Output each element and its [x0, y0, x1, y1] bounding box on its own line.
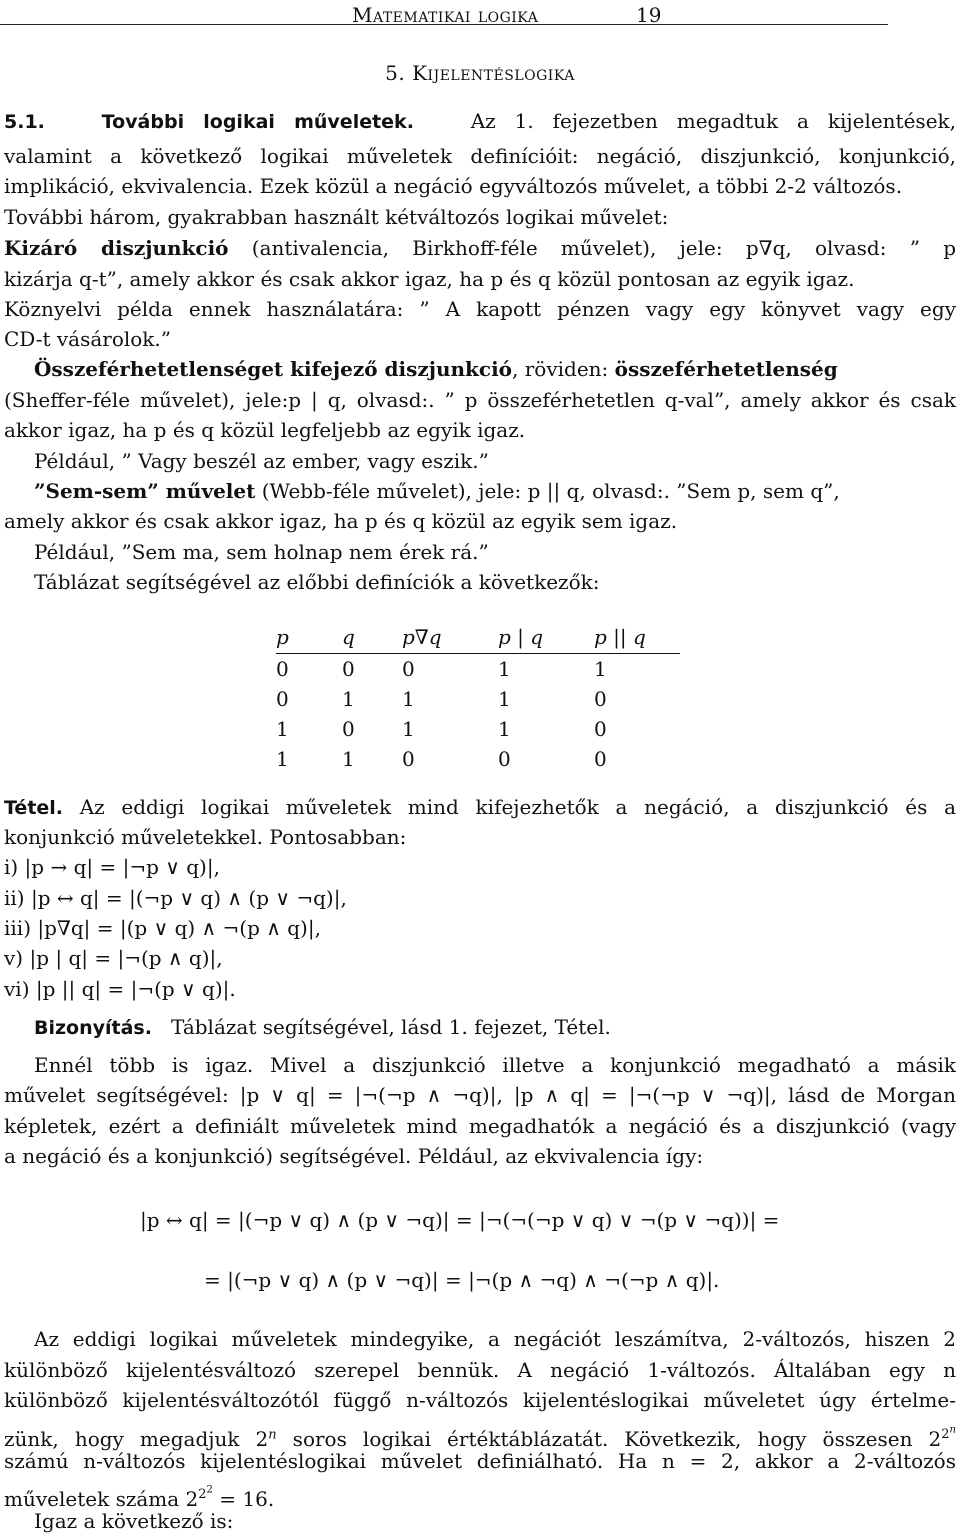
- para1-line4: További három, gyakrabban használt kétváltozós logikai művelet:: [4, 205, 669, 229]
- cell: 0: [276, 687, 289, 711]
- xor-line3: Köznyelvi példa ennek használatára: ” A kapott pénzen vagy egy könyvet vagy egy: [4, 297, 956, 321]
- truth-table-header: [276, 620, 680, 654]
- xor-line2: kizárja q-t”, amely akkor és csak akkor igaz, ha p és q közül pontosan az egyik igaz.: [4, 267, 855, 291]
- exponent-2a: [198, 1487, 213, 1502]
- nor-term: ”Sem-sem” művelet: [34, 479, 256, 503]
- th-nor: p || q: [594, 620, 680, 654]
- proof-label: Bizonyítás.: [34, 1017, 152, 1039]
- para1-line1: [4, 106, 956, 136]
- cell: 0: [342, 657, 355, 681]
- para3-line4: [4, 1416, 956, 1451]
- para3-line2: különböző kijelentésváltozó szerepel bennük. A negáció 1-változós. Általában egy n: [4, 1358, 956, 1382]
- th-q: q: [342, 620, 402, 654]
- theorem-item-4: v) |p | q| = |¬(p ∧ q)|,: [4, 946, 223, 970]
- xor-text: (antivalencia, Birkhoff-féle művelet), jele: p∇q, olvasd: ” p: [251, 236, 956, 260]
- cell: 0: [402, 657, 415, 681]
- exponent-n: n: [268, 1427, 277, 1443]
- para2-line1: Ennél több is igaz. Mivel a diszjunkció illetve a konjunkció megadható a másik: [34, 1053, 956, 1077]
- cell: 1: [276, 747, 289, 771]
- nand-line4: Például, ” Vagy beszél az ember, vagy eszik.”: [34, 449, 489, 473]
- theorem-item-2: ii) |p ↔ q| = |(¬p ∨ q) ∧ (p ∨ ¬q)|,: [4, 886, 347, 910]
- table-row: [276, 714, 680, 744]
- th-p: p: [276, 620, 342, 654]
- cell: 1: [402, 687, 415, 711]
- nor-line2: amely akkor és csak akkor igaz, ha p és q közül az egyik sem igaz.: [4, 509, 678, 533]
- xor-line1: [4, 233, 956, 263]
- cell: 1: [498, 657, 511, 681]
- section-title: 5. Kijelentéslogika: [385, 61, 575, 85]
- para3-l6a: műveletek száma 2: [4, 1486, 199, 1511]
- equation-line2: = |(¬p ∨ q) ∧ (p ∨ ¬q)| = |¬(p ∧ ¬q) ∧ ¬(¬p ∧ q)|.: [204, 1268, 720, 1292]
- exponent-2-base: 2: [941, 1427, 950, 1443]
- th-nand: p | q: [498, 620, 594, 654]
- nand-mid: , röviden:: [512, 357, 615, 381]
- nand-line2: (Sheffer-féle művelet), jele:p | q, olvasd:. ” p összeférhetetlen q-val”, amely akkor és csak: [4, 388, 956, 412]
- cell: 1: [594, 657, 607, 681]
- theorem-item-3: iii) |p∇q| = |(p ∨ q) ∧ ¬(p ∧ q)|,: [4, 916, 321, 940]
- nand-line3: akkor igaz, ha p és q közül legfeljebb az egyik igaz.: [4, 418, 526, 442]
- running-header-title: Matematikai logika: [352, 3, 539, 27]
- nand-term: Összeférhetetlenséget kifejező diszjunkció: [34, 357, 513, 381]
- cell: 0: [276, 657, 289, 681]
- cell: 0: [594, 717, 607, 741]
- para1-line3: implikáció, ekvivalencia. Ezek közül a negáció egyváltozós művelet, a többi 2-2 változós.: [4, 174, 903, 198]
- cell: 0: [498, 747, 511, 771]
- theorem-label: Tétel.: [4, 797, 64, 819]
- theorem-text: Az eddigi logikai műveletek mind kifejezhetők a negáció, a diszjunkció és a: [79, 795, 956, 819]
- cell: 1: [342, 687, 355, 711]
- para3-line1: Az eddigi logikai műveletek mindegyike, a negációt leszámítva, 2-változós, hiszen 2: [34, 1327, 956, 1351]
- nor-line1: [34, 476, 956, 506]
- page-number: 19: [636, 3, 662, 27]
- cell: 1: [276, 717, 289, 741]
- truth-table: [276, 620, 680, 774]
- exponent-2: [941, 1427, 956, 1442]
- xor-line4: CD-t vásárolok.”: [4, 327, 172, 351]
- para3-line3: különböző kijelentésváltozótól függő n-változós kijelentéslogikai műveletet úgy értelme-: [4, 1388, 956, 1412]
- th-xor: p∇q: [402, 620, 498, 654]
- theorem-line2: konjunkció műveletekkel. Pontosabban:: [4, 825, 407, 849]
- subsection-title: További logikai műveletek.: [101, 111, 414, 133]
- cell: 1: [402, 717, 415, 741]
- equation-line1: |p ↔ q| = |(¬p ∨ q) ∧ (p ∨ ¬q)| = |¬(¬(¬p ∨ q) ∨ ¬(p ∨ ¬q))| =: [140, 1208, 780, 1232]
- para3-l4b: soros logikai értéktáblázatát. Következik, hogy összesen 2: [276, 1426, 942, 1451]
- exponent-2b: 2: [206, 1485, 213, 1496]
- para2-line4: a negáció és a konjunkció) segítségével. Például, az ekvivalencia így:: [4, 1144, 704, 1168]
- theorem-item-1: i) |p → q| = |¬p ∨ q)|,: [4, 855, 220, 879]
- cell: 1: [498, 687, 511, 711]
- para2-line3: képletek, ezért a definiált műveletek mind megadhatók a negáció és a diszjunkció (vagy: [4, 1114, 956, 1138]
- para3-l4a: zünk, hogy megadjuk 2: [4, 1426, 269, 1451]
- subsection-number: 5.1.: [4, 111, 45, 133]
- theorem-item-5: vi) |p || q| = |¬(p ∨ q)|.: [4, 977, 236, 1001]
- nand-line1: [34, 354, 956, 384]
- cell: 1: [498, 717, 511, 741]
- exponent-n-inner: n: [949, 1425, 956, 1436]
- para2-line2: művelet segítségével: |p ∨ q| = |¬(¬p ∧ ¬q)|, |p ∧ q| = |¬(¬p ∨ ¬q)|, lásd de Morgan: [4, 1083, 956, 1107]
- proof-text: Táblázat segítségével, lásd 1. fejezet, Tétel.: [171, 1015, 611, 1039]
- para3-line6: [4, 1476, 956, 1511]
- proof-line: [34, 1012, 956, 1042]
- nand-term2: összeférhetetlenség: [614, 357, 838, 381]
- cell: 0: [402, 747, 415, 771]
- nor-line3: Például, ”Sem ma, sem holnap nem érek rá.”: [34, 540, 489, 564]
- table-row: [276, 684, 680, 714]
- xor-term: Kizáró diszjunkció: [4, 236, 229, 260]
- cell: 0: [342, 717, 355, 741]
- para1-line2: valamint a következő logikai műveletek definícióit: negáció, diszjunkció, konjunkció,: [4, 144, 956, 168]
- para1-text: Az 1. fejezetben megadtuk a kijelentések,: [470, 109, 957, 133]
- exponent-2a-base: 2: [198, 1487, 207, 1503]
- table-row: [276, 654, 680, 685]
- nor-line4: Táblázat segítségével az előbbi definíciók a következők:: [34, 570, 600, 594]
- theorem-line1: [4, 792, 956, 822]
- para3-line7: Igaz a következő is:: [34, 1509, 234, 1533]
- table-row: [276, 744, 680, 774]
- cell: 1: [342, 747, 355, 771]
- cell: 0: [594, 687, 607, 711]
- cell: 0: [594, 747, 607, 771]
- para3-l6b: = 16.: [212, 1486, 275, 1511]
- nor-text: (Webb-féle művelet), jele: p || q, olvasd:. ”Sem p, sem q”,: [261, 479, 840, 503]
- para3-line5: számú n-változós kijelentéslogikai művelet definiálható. Ha n = 2, akkor a 2-változós: [4, 1449, 956, 1473]
